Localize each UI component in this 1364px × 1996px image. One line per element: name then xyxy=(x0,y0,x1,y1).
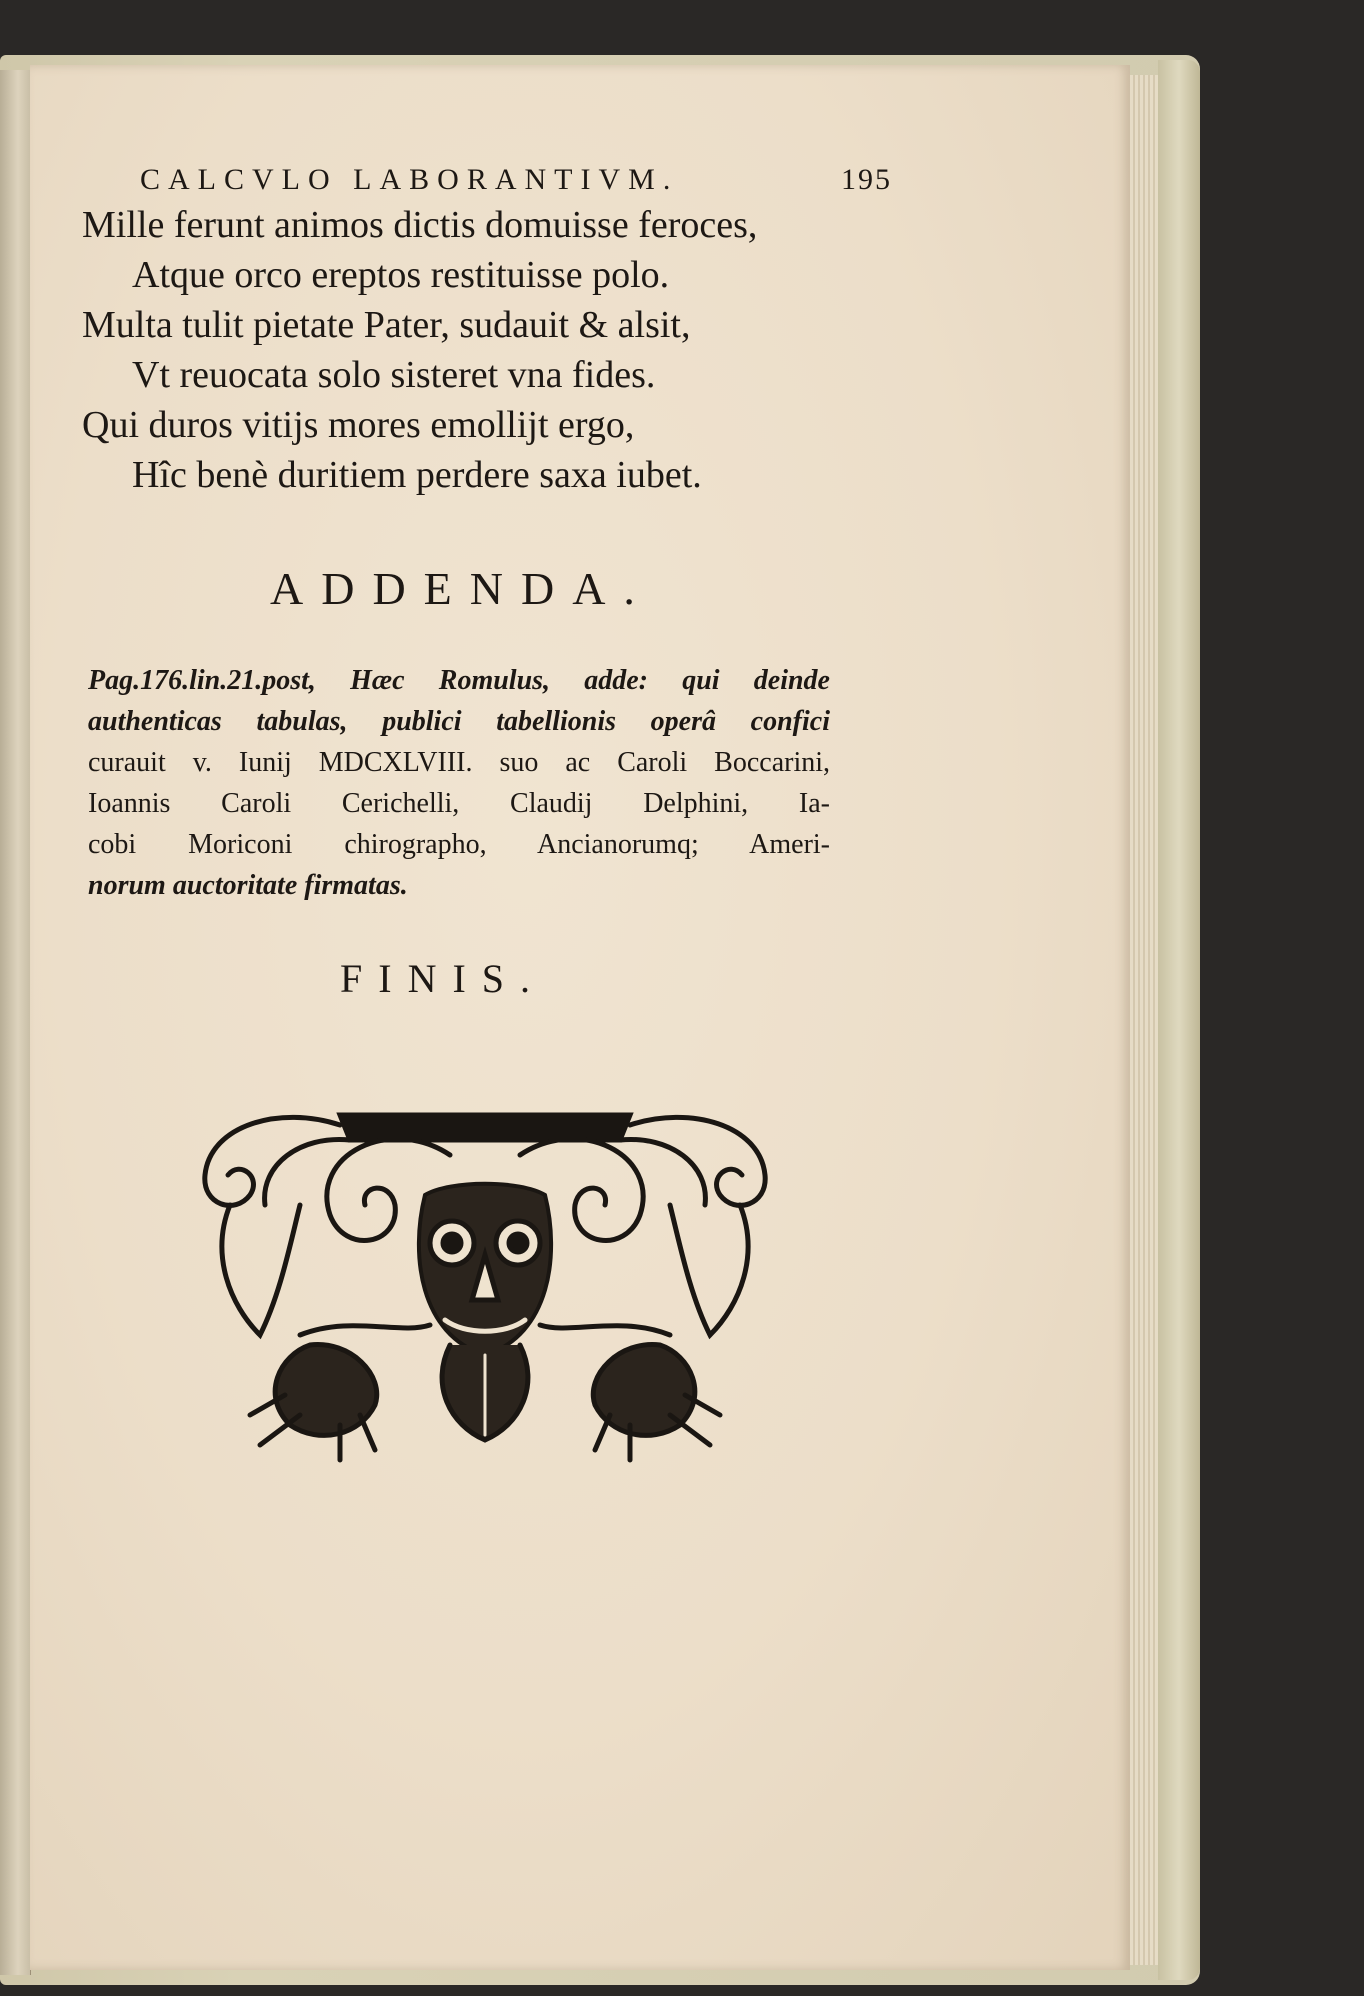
running-head-title: CALCVLO LABORANTIVM. xyxy=(140,163,679,196)
verse-line: Multa tulit pietate Pater, sudauit & alsit, xyxy=(82,304,691,346)
addenda-line: norum auctoritate firmatas. xyxy=(88,870,408,901)
running-head xyxy=(140,163,892,197)
finis: FINIS. xyxy=(340,956,547,1001)
grotesque-mask-ornament-icon xyxy=(190,1095,780,1475)
verse-line: Mille ferunt animos dictis domuisse feroces, xyxy=(82,204,758,246)
addenda-line: Ioannis Caroli Cerichelli, Claudij Delphini, Ia- xyxy=(88,788,830,819)
addenda-heading: ADDENDA. xyxy=(270,563,653,614)
verse-block xyxy=(82,200,802,500)
page-number: 195 xyxy=(841,163,892,196)
verse-line: Vt reuocata solo sisteret vna fides. xyxy=(132,354,656,396)
verse-line: Hîc benè duritiem perdere saxa iubet. xyxy=(132,454,702,496)
left-page-edge xyxy=(0,70,31,1975)
verse-line: Atque orco ereptos restituisse polo. xyxy=(132,254,670,296)
addenda-line: Pag.176.lin.21.post, Hæc Romulus, adde: qui deinde xyxy=(88,665,830,696)
addenda-line: curauit v. Iunij MDCXLVIII. suo ac Caroli Boccarini, xyxy=(88,747,830,778)
addenda-line: authenticas tabulas, publici tabellionis operâ confici xyxy=(88,706,830,737)
verse-line: Qui duros vitijs mores emollijt ergo, xyxy=(82,404,635,446)
vellum-cover-edge xyxy=(1158,60,1200,1980)
addenda-line: cobi Moriconi chirographo, Ancianorumq; Ameri- xyxy=(88,829,830,860)
page-edges xyxy=(1130,75,1159,1965)
addenda-paragraph xyxy=(88,660,830,906)
